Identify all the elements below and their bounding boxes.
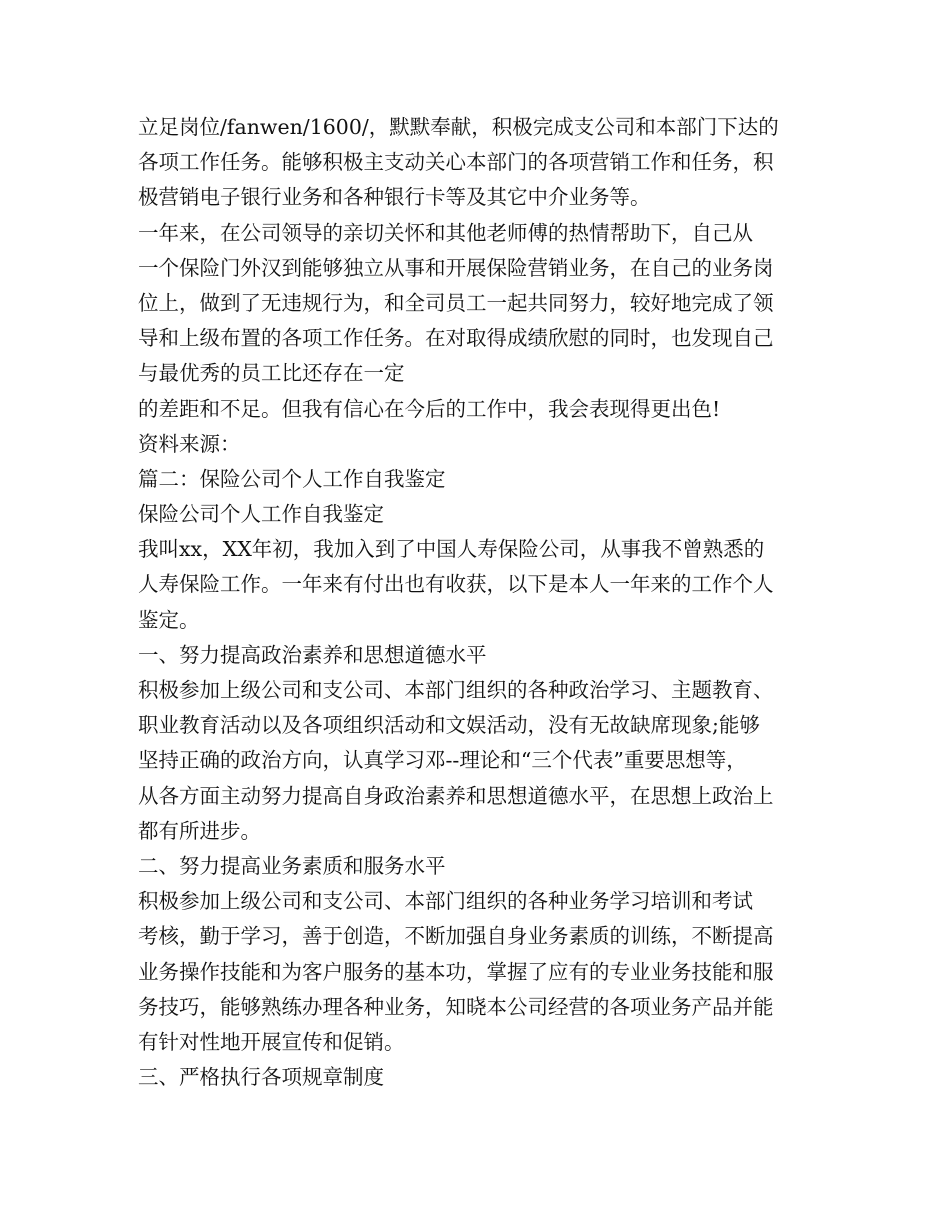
document-title: 保险公司个人工作自我鉴定 <box>138 502 384 527</box>
text-line: 一年来，在公司领导的亲切关怀和其他老师傅的热情帮助下，自己从 <box>138 220 753 245</box>
text-line: 与最优秀的员工比还存在一定 <box>138 361 405 386</box>
text-line: 业务操作技能和为客户服务的基本功，掌握了应有的专业业务技能和服 <box>138 959 774 984</box>
section-heading: 篇二：保险公司个人工作自我鉴定 <box>138 466 446 491</box>
text-line: 极营销电子银行业务和各种银行卡等及其它中介业务等。 <box>138 185 651 210</box>
text-line: 我叫xx，XX年初，我加入到了中国人寿保险公司，从事我不曾熟悉的 <box>138 537 765 562</box>
text-line: 位上，做到了无违规行为，和全司员工一起共同努力，较好地完成了领 <box>138 290 774 315</box>
text-line: 的差距和不足。但我有信心在今后的工作中，我会表现得更出色! <box>138 396 721 421</box>
text-line: 积极参加上级公司和支公司、本部门组织的各种政治学习、主题教育、 <box>138 678 774 702</box>
text-line: 积极参加上级公司和支公司、本部门组织的各种业务学习培训和考试 <box>138 889 753 914</box>
text-line: 各项工作任务。能够积极主支动关心本部门的各项营销工作和任务，积 <box>138 150 774 175</box>
text-line: 都有所进步。 <box>138 818 261 843</box>
text-line: 有针对性地开展宣传和促销。 <box>138 1029 405 1054</box>
text-line: 资料来源： <box>138 431 241 456</box>
text-line: 导和上级布置的各项工作任务。在对取得成绩欣慰的同时，也发现自己 <box>138 326 774 351</box>
text-line: 坚持正确的政治方向，认真学习邓--理论和“三个代表”重要思想等， <box>138 748 747 773</box>
text-line: 考核，勤于学习，善于创造，不断加强自身业务素质的训练，不断提高 <box>138 924 774 949</box>
text-line: 一个保险门外汉到能够独立从事和开展保险营销业务，在自己的业务岗 <box>138 255 774 280</box>
text-line: 职业教育活动以及各项组织活动和文娱活动，没有无故缺席现象;能够 <box>138 713 760 738</box>
section-heading: 一、努力提高政治素养和思想道德水平 <box>138 642 487 667</box>
text-line: 人寿保险工作。一年来有付出也有收获，以下是本人一年来的工作个人 <box>138 572 774 597</box>
section-heading: 二、努力提高业务素质和服务水平 <box>138 853 446 878</box>
text-line: 鉴定。 <box>138 607 200 632</box>
text-line: 从各方面主动努力提高自身政治素养和思想道德水平，在思想上政治上 <box>138 783 774 808</box>
section-heading: 三、严格执行各项规章制度 <box>138 1065 384 1090</box>
document-body <box>138 110 838 1095</box>
text-line: 务技巧，能够熟练办理各种业务，知晓本公司经营的各项业务产品并能 <box>138 994 774 1019</box>
text-line: 立足岗位/fanwen/1600/，默默奉献，积极完成支公司和本部门下达的 <box>138 115 779 139</box>
